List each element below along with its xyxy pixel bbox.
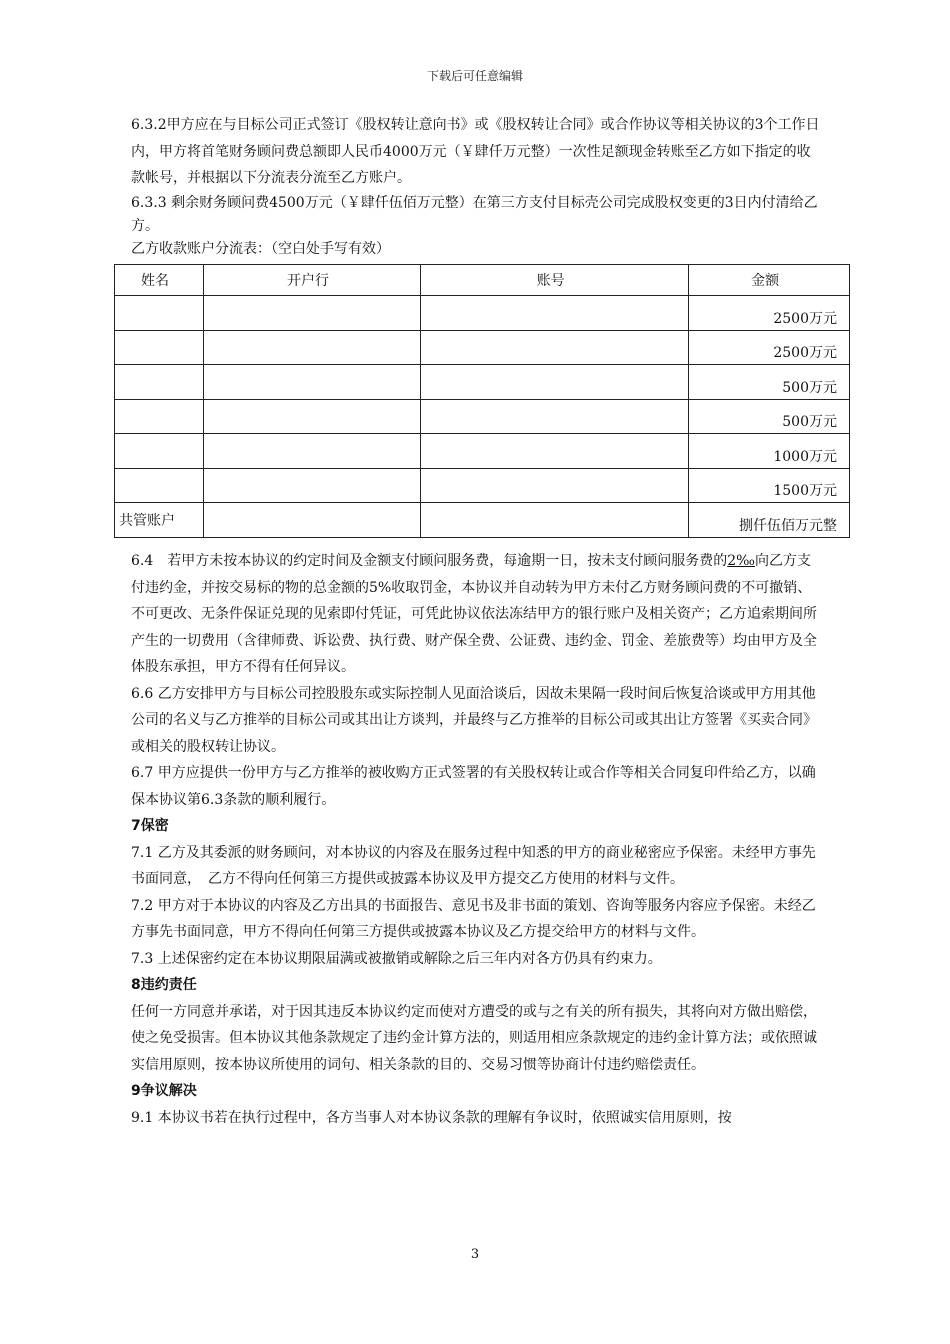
table-row	[115, 330, 850, 365]
cell-amount: 1000万元	[689, 434, 850, 469]
table-caption: 乙方收款账户分流表：（空白处手写有效）	[131, 240, 390, 257]
table-row	[115, 434, 850, 469]
clause-6-4-part-b: 向乙方支付违约金，并按交易标的物的总金额的5%收取罚金，本协议并自动转为甲方未付乙方财务顾问费的不可撤销、不可更改、无条件保证兑现的见索即付凭证，可凭此协议依法冻结甲方的银行账户及相关资产；乙方追索期间所产生的一切费用（含律师费、诉讼费、执行费、财产保全费、公证费、违约金、罚金、差旅费等）均由甲方及全体股东承担，甲方不得有任何异议。	[131, 553, 817, 675]
table-row	[115, 468, 850, 503]
table-row	[115, 365, 850, 400]
cell-bank	[204, 296, 421, 331]
account-split-table	[114, 264, 850, 538]
cell-bank	[204, 399, 421, 434]
clause-7-3: 7.3 上述保密约定在本协议期限届满或被撤销或解除之后三年内对各方仍具有约束力。	[131, 950, 662, 967]
page-header: 下载后可任意编辑	[426, 69, 523, 83]
cell-account	[421, 399, 689, 434]
cell-account	[421, 330, 689, 365]
col-header-name: 姓名	[115, 265, 204, 296]
cell-name	[115, 365, 204, 400]
cell-name	[115, 399, 204, 434]
clause-6-6: 6.6 乙方安排甲方与目标公司控股股东或实际控制人见面洽谈后，因故未果隔一段时间后恢复洽谈或甲方用其他公司的名义与乙方推举的目标公司或其出让方谈判，并最终与乙方推举的目标公司或其出让方签署《买卖合同》或相关的股权转让协议。	[131, 685, 817, 755]
clause-6-7: 6.7 甲方应提供一份甲方与乙方推举的被收购方正式签署的有关股权转让或合作等相关合同复印件给乙方，以确保本协议第6.3条款的顺利履行。	[131, 765, 816, 808]
cell-account	[421, 296, 689, 331]
cell-bank	[204, 365, 421, 400]
cell-account	[421, 468, 689, 503]
table-row	[115, 399, 850, 434]
col-header-amount: 金额	[689, 265, 850, 296]
clause-7-1: 7.1 乙方及其委派的财务顾问，对本协议的内容及在服务过程中知悉的甲方的商业秘密应予保密。未经甲方事先书面同意， 乙方不得向任何第三方提供或披露本协议及甲方提交乙方使用的材料与文件。	[131, 844, 816, 887]
cell-name	[115, 296, 204, 331]
cell-amount: 2500万元	[689, 296, 850, 331]
section-heading-liability: 8违约责任	[131, 977, 197, 993]
clause-6-4	[131, 548, 821, 681]
cell-name	[115, 434, 204, 469]
cell-name: 共管账户	[115, 503, 204, 538]
cell-account	[421, 503, 689, 538]
cell-name	[115, 330, 204, 365]
cell-account	[421, 434, 689, 469]
clauses-main	[131, 548, 821, 1131]
page-number: 3	[470, 1247, 480, 1262]
section-heading-dispute: 9争议解决	[131, 1083, 197, 1099]
cell-name	[115, 468, 204, 503]
cell-bank	[204, 434, 421, 469]
clause-8: 任何一方同意并承诺，对于因其违反本协议约定而使对方遭受的或与之有关的所有损失，其将向对方做出赔偿，使之免受损害。但本协议其他条款规定了违约金计算方法的，则适用相应条款规定的违约金计算方法；或依照诚实信用原则，按本协议所使用的词句、相关条款的目的、交易习惯等协商计付违约赔偿责任。	[131, 1003, 817, 1073]
col-header-account: 账号	[421, 265, 689, 296]
cell-account	[421, 365, 689, 400]
col-header-bank: 开户行	[204, 265, 421, 296]
table-header-row	[115, 265, 850, 296]
clause-7-2: 7.2 甲方对于本协议的内容及乙方出具的书面报告、意见书及非书面的策划、咨询等服务内容应予保密。未经乙方事先书面同意，甲方不得向任何第三方提供或披露本协议及乙方提交给甲方的材料与文件。	[131, 897, 816, 940]
section-heading-confidentiality: 7保密	[131, 818, 169, 834]
cell-amount: 500万元	[689, 365, 850, 400]
table-row	[115, 296, 850, 331]
table-row	[115, 503, 850, 538]
cell-bank	[204, 468, 421, 503]
cell-amount: 1500万元	[689, 468, 850, 503]
cell-bank	[204, 503, 421, 538]
cell-bank	[204, 330, 421, 365]
clause-9-1: 9.1 本协议书若在执行过程中，各方当事人对本协议条款的理解有争议时，依照诚实信用原则，按	[131, 1109, 732, 1126]
clause-6-3-3: 6.3.3 剩余财务顾问费4500万元（￥肆仟伍佰万元整）在第三方支付目标壳公司完成股权变更的3日内付清给乙方。	[131, 194, 818, 234]
clause-6-3-2: 6.3.2甲方应在与目标公司正式签订《股权转让意向书》或《股权转让合同》或合作协议等相关协议的3个工作日内，甲方将首笔财务顾问费总额即人民币4000万元（￥肆仟万元整）一次性足额现金转账至乙方如下指定的收款帐号，并根据以下分流表分流至乙方账户。	[131, 117, 820, 186]
cell-amount: 2500万元	[689, 330, 850, 365]
clause-6-4-rate: 2‰	[727, 553, 755, 569]
clause-6-4-part-a: 6.4 若甲方未按本协议的约定时间及金额支付顾问服务费，每逾期一日，按未支付顾问服务费的	[131, 553, 728, 569]
clauses-top	[131, 112, 821, 260]
cell-amount: 500万元	[689, 399, 850, 434]
cell-amount: 捌仟伍佰万元整	[689, 503, 850, 538]
